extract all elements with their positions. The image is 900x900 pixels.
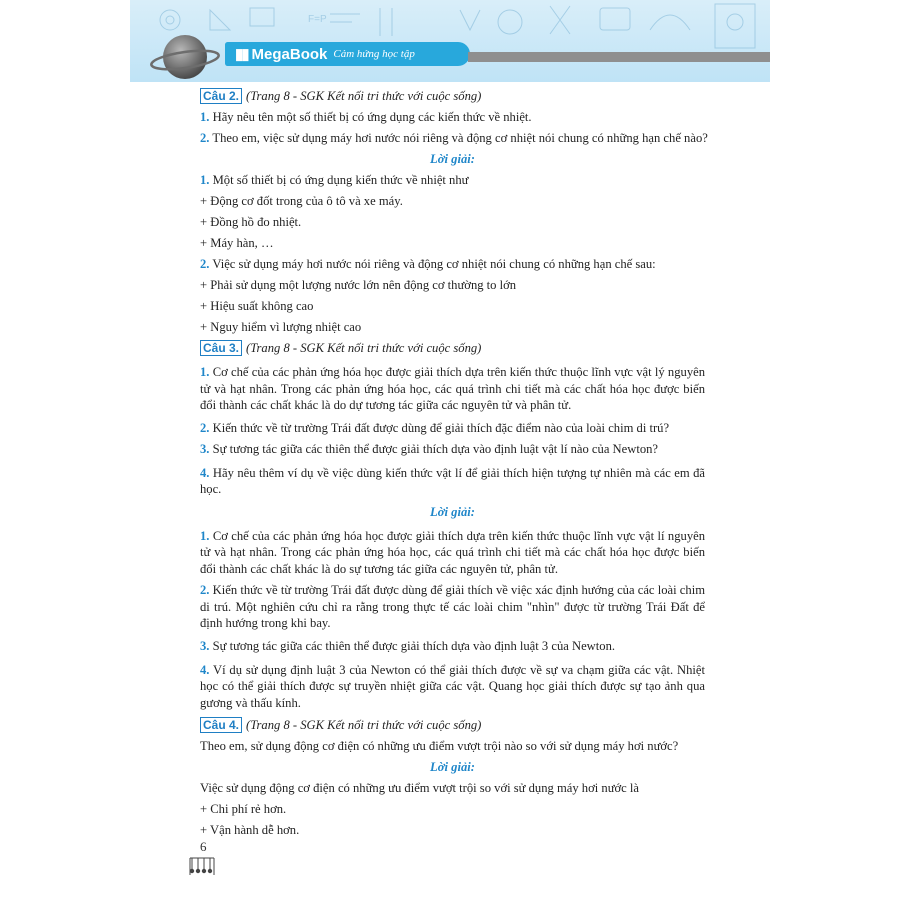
answer-item: 1. Một số thiết bị có ứng dụng kiến thức về nhiệt như xyxy=(200,173,469,187)
page-content xyxy=(200,86,708,841)
answer-item: 2. Kiến thức về từ trường Trái đất được dùng để giải thích về việc xác định hướng của các loài chim di trú. Một nghiên cứu chỉ ra rằng trong thực tế các loài chim "nhìn" được từ trường Trái Đất để định hướng trong khi bay. xyxy=(200,583,705,630)
list-item: + Chi phí rẻ hơn. xyxy=(200,802,287,816)
question-item: 1. Cơ chế của các phản ứng hóa học được giải thích dựa trên kiến thức thuộc lĩnh vực vật lý nguyên tử và hạt nhân. Trong các phản ứng hóa học, các quá trình chi tiết mà các chất hóa học được biến đổi thành các chất khác là do dự tương tác giữa các nguyên tử và phân tử. xyxy=(200,365,705,412)
science-doodles-decoration xyxy=(130,0,770,82)
question-item: 2. Theo em, việc sử dụng máy hơi nước nói riêng và động cơ nhiệt nói chung có những hạn chế nào? xyxy=(200,131,708,145)
header-banner xyxy=(130,0,770,82)
question-item: 3. Sự tương tác giữa các thiên thể được giải thích dựa vào định luật vật lí nào của Newton? xyxy=(200,441,659,456)
solution-heading: Lời giải: xyxy=(430,504,475,519)
question-label: Câu 2. xyxy=(200,88,242,104)
newton-cradle-icon xyxy=(188,855,216,877)
list-item: + Động cơ đốt trong của ô tô và xe máy. xyxy=(200,194,403,208)
megabook-logo: ▮▮ MegaBook xyxy=(235,46,328,63)
page-number: 6 xyxy=(200,839,207,854)
question-source: (Trang 8 - SGK Kết nối tri thức với cuộc sống) xyxy=(246,89,482,103)
header-gray-bar xyxy=(468,52,770,62)
solution-heading: Lời giải: xyxy=(430,760,475,774)
list-item: + Phải sử dụng một lượng nước lớn nên động cơ thường to lớn xyxy=(200,278,517,292)
brand-slogan: Cảm hứng học tập xyxy=(333,48,415,60)
brand-bar xyxy=(225,42,470,66)
svg-text:F=P: F=P xyxy=(308,14,327,25)
answer-item: 1. Cơ chế của các phản ứng hóa học được giải thích dựa trên kiến thức thuộc lĩnh vực vật lí nguyên tử và hạt nhân. Trong các phản ứng hóa học, các quá trình chi tiết mà các chất hóa học được biến đổi thành các chất khác là do sự tương tác giữa các nguyên tử, phân tử. xyxy=(200,528,705,576)
question-4-title xyxy=(200,715,705,736)
list-item: + Vận hành dễ hơn. xyxy=(200,823,300,837)
question-label: Câu 4. xyxy=(200,717,242,733)
answer-item: Việc sử dụng động cơ điện có những ưu điểm vượt trội so với sử dụng máy hơi nước là xyxy=(200,781,640,795)
list-item: + Máy hàn, … xyxy=(200,236,274,250)
question-item: 2. Kiến thức về từ trường Trái đất được dùng để giải thích đặc điểm nào của loài chim di trú? xyxy=(200,420,670,435)
list-item: + Nguy hiểm vì lượng nhiệt cao xyxy=(200,320,362,334)
answer-item: 3. Sự tương tác giữa các thiên thể được giải thích dựa vào định luật 3 của Newton. xyxy=(200,638,616,653)
question-3-title xyxy=(200,338,705,359)
question-item: Theo em, sử dụng động cơ điện có những ưu điểm vượt trội nào so với sử dụng máy hơi nước? xyxy=(200,739,679,753)
question-item: 1. Hãy nêu tên một số thiết bị có ứng dụng các kiến thức về nhiệt. xyxy=(200,110,532,124)
answer-item: 4. Ví dụ sử dụng định luật 3 của Newton có thể giải thích được về sự va chạm giữa các vật. Nhiệt học có thể giải thích được sự truyền nhiệt giữa các vật. Quang học giải thích được sự tạo ảnh qua gương và thấu kính. xyxy=(200,662,705,710)
question-2-title xyxy=(200,86,705,107)
question-source: (Trang 8 - SGK Kết nối tri thức với cuộc sống) xyxy=(246,341,482,355)
list-item: + Đồng hồ đo nhiệt. xyxy=(200,215,302,229)
list-item: + Hiệu suất không cao xyxy=(200,299,314,313)
question-label: Câu 3. xyxy=(200,340,242,356)
solution-heading: Lời giải: xyxy=(430,152,475,166)
saturn-planet-icon xyxy=(150,22,220,92)
question-source: (Trang 8 - SGK Kết nối tri thức với cuộc sống) xyxy=(246,718,482,732)
answer-item: 2. Việc sử dụng máy hơi nước nói riêng và động cơ nhiệt nói chung có những hạn chế sau: xyxy=(200,257,656,271)
question-item: 4. Hãy nêu thêm ví dụ về việc dùng kiến thức vật lí để giải thích hiện tượng tự nhiên mà các em đã học. xyxy=(200,465,705,496)
